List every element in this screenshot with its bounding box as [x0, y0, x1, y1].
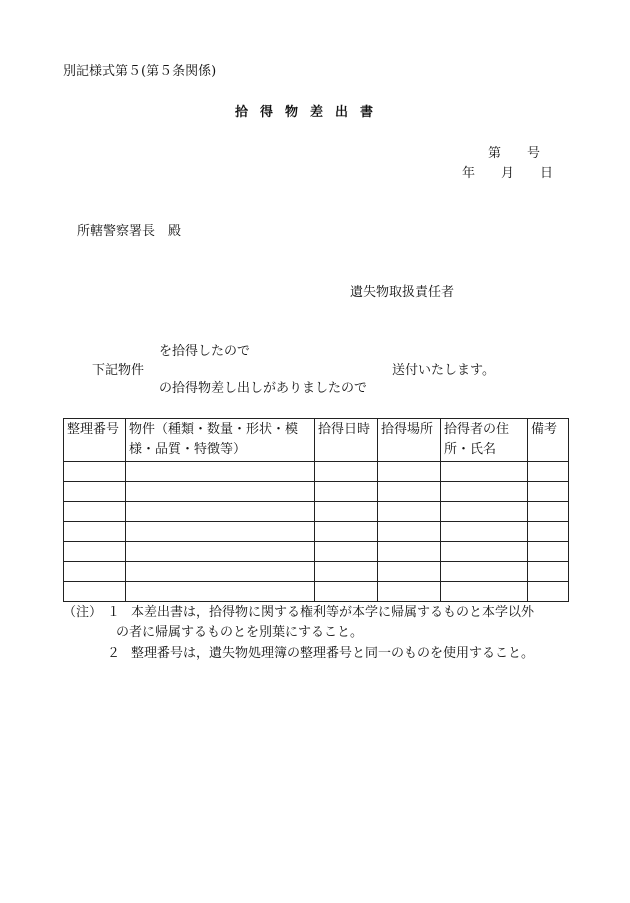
table-cell[interactable] [64, 542, 126, 562]
table-cell[interactable] [441, 502, 528, 522]
table-row [64, 482, 569, 502]
table-header-row [64, 419, 569, 462]
table-cell[interactable] [64, 502, 126, 522]
table-cell[interactable] [528, 542, 569, 562]
table-row [64, 562, 569, 582]
table-cell[interactable] [126, 482, 315, 502]
table-cell[interactable] [441, 582, 528, 602]
table-row [64, 502, 569, 522]
header-cell: 拾得者の住所・氏名 [441, 419, 528, 462]
note-number: １ [107, 605, 121, 620]
table-cell[interactable] [378, 462, 441, 482]
table-cell[interactable] [528, 522, 569, 542]
form-label: 別記様式第５(第５条関係) [63, 64, 217, 79]
table-cell[interactable] [378, 582, 441, 602]
addressee: 所轄警察署長 殿 [77, 224, 182, 239]
table-row [64, 582, 569, 602]
table-cell[interactable] [64, 482, 126, 502]
body-option-1: を拾得したので [159, 344, 251, 359]
notes-label: （注） [63, 605, 103, 620]
table-cell[interactable] [126, 562, 315, 582]
table-row [64, 522, 569, 542]
table-cell[interactable] [315, 582, 378, 602]
table-cell[interactable] [378, 502, 441, 522]
items-table [63, 418, 569, 602]
sender-title: 遺失物取扱責任者 [350, 285, 455, 300]
table-cell[interactable] [315, 462, 378, 482]
table-cell[interactable] [126, 542, 315, 562]
table-cell[interactable] [528, 562, 569, 582]
document-number: 第 号 [488, 146, 541, 161]
header-cell: 備考 [528, 419, 569, 462]
table-cell[interactable] [528, 462, 569, 482]
table-cell[interactable] [126, 502, 315, 522]
table-cell[interactable] [315, 542, 378, 562]
table-cell[interactable] [315, 562, 378, 582]
note-text: の者に帰属するものとを別葉にすること。 [116, 625, 364, 640]
document-title: 拾得物差出書 [235, 105, 386, 120]
body-option-2: の拾得物差し出しがありましたので [159, 381, 368, 396]
table-cell[interactable] [378, 522, 441, 542]
table-cell[interactable] [64, 462, 126, 482]
note-text: 整理番号は，遺失物処理簿の整理番号と同一のものを使用すること。 [131, 646, 535, 661]
table-cell[interactable] [441, 482, 528, 502]
note-number: ２ [107, 646, 121, 661]
table-cell[interactable] [64, 562, 126, 582]
table-cell[interactable] [441, 542, 528, 562]
table-cell[interactable] [64, 582, 126, 602]
header-cell: 拾得場所 [378, 419, 441, 462]
table-cell[interactable] [378, 482, 441, 502]
table-row [64, 542, 569, 562]
table-cell[interactable] [528, 482, 569, 502]
table-cell[interactable] [315, 482, 378, 502]
table-cell[interactable] [378, 542, 441, 562]
body-suffix: 送付いたします。 [392, 363, 495, 378]
table-cell[interactable] [126, 462, 315, 482]
table-cell[interactable] [528, 502, 569, 522]
header-cell: 拾得日時 [315, 419, 378, 462]
table-cell[interactable] [528, 582, 569, 602]
document-date: 年 月 日 [462, 166, 554, 181]
table-cell[interactable] [441, 462, 528, 482]
note-text: 本差出書は，拾得物に関する権利等が本学に帰属するものと本学以外 [131, 605, 535, 620]
table-cell[interactable] [378, 562, 441, 582]
table-cell[interactable] [441, 522, 528, 542]
table-cell[interactable] [315, 522, 378, 542]
table-cell[interactable] [315, 502, 378, 522]
header-cell: 物件（種類・数量・形状・模様・品質・特徴等） [126, 419, 315, 462]
table-row [64, 462, 569, 482]
body-prefix: 下記物件 [92, 363, 145, 378]
table-cell[interactable] [64, 522, 126, 542]
header-cell: 整理番号 [64, 419, 126, 462]
table-cell[interactable] [441, 562, 528, 582]
table-cell[interactable] [126, 582, 315, 602]
table-cell[interactable] [126, 522, 315, 542]
